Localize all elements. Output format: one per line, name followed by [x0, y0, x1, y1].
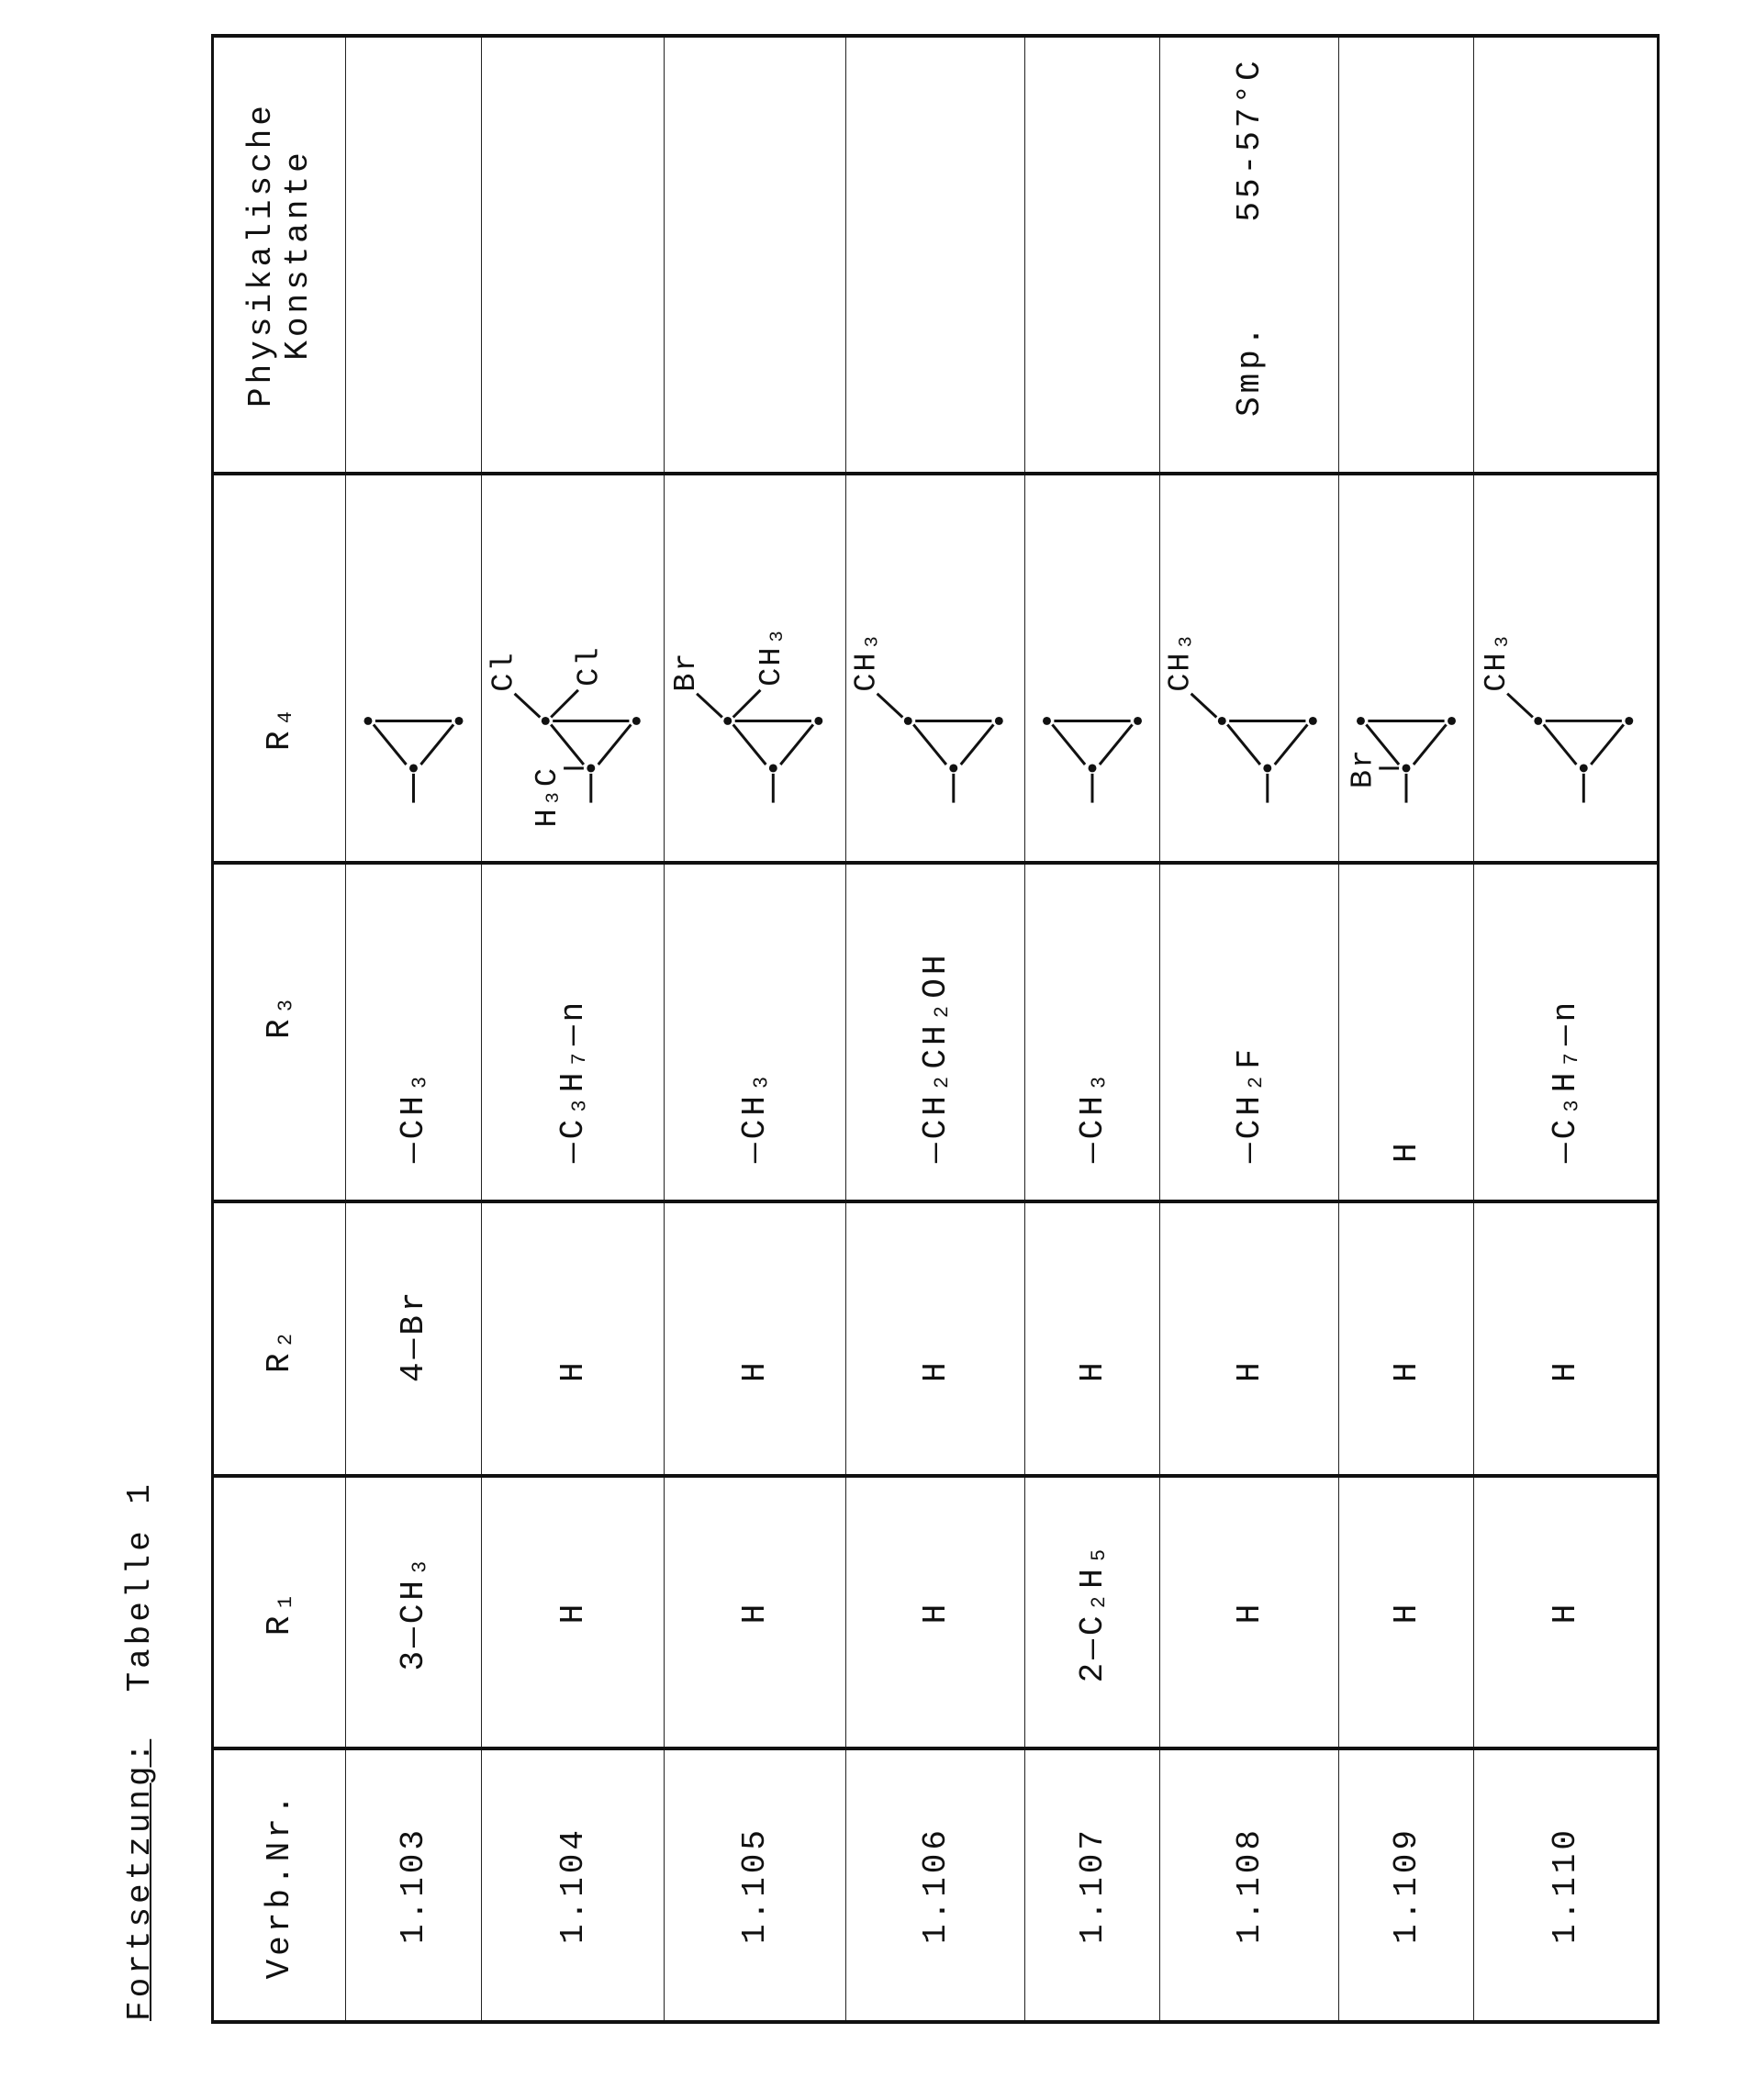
- ring-bond: [1227, 724, 1260, 765]
- cyclopropyl-structure: [1025, 475, 1159, 861]
- cell-verb-nr: 1.103: [346, 1748, 482, 2022]
- cell-physical-constant: [1025, 36, 1160, 474]
- cell-r3: —CH₂CH₂OH: [846, 863, 1025, 1201]
- ring-bond: [1052, 724, 1085, 765]
- ring-atom-dot: [1043, 717, 1051, 725]
- cell-r4-structure: [1474, 474, 1659, 863]
- ring-atom-dot: [1309, 717, 1317, 725]
- cell-r1: H: [1339, 1476, 1474, 1748]
- ring-atom-dot: [814, 717, 822, 725]
- ring-atom-dot: [1134, 717, 1142, 725]
- cell-r2: H: [1339, 1201, 1474, 1476]
- cyclopropyl-structure: [482, 475, 664, 861]
- substituent-bond: [733, 690, 761, 718]
- ring-atom-dot: [455, 717, 464, 725]
- ring-atom-dot: [1448, 717, 1456, 725]
- ring-bond: [913, 724, 946, 765]
- cell-r4-structure: [665, 474, 846, 863]
- ring-bond: [780, 724, 813, 765]
- header-verb-nr: Verb.Nr.: [213, 1748, 346, 2022]
- substituent-label: H₃C: [531, 766, 565, 828]
- table-row: [482, 36, 665, 2022]
- cell-physical-constant: [1160, 36, 1339, 474]
- ring-atom-dot: [723, 717, 732, 725]
- ring-bond: [551, 724, 584, 765]
- substituent-bond: [551, 690, 578, 718]
- ring-atom-dot: [1534, 717, 1542, 725]
- ring-bond: [1100, 724, 1133, 765]
- table-caption: [121, 1480, 159, 2021]
- cell-r3: —CH₂F: [1160, 863, 1339, 1201]
- cell-physical-constant: [346, 36, 482, 474]
- cell-r4-structure: [482, 474, 665, 863]
- document-page: [0, 0, 1744, 2100]
- cell-r4-structure: [346, 474, 482, 863]
- header-r4: R₄: [213, 474, 346, 863]
- substituent-bond: [1191, 694, 1217, 718]
- substituent-label: CH₃: [1480, 631, 1515, 692]
- ring-atom-dot: [1089, 765, 1097, 773]
- ring-atom-dot: [949, 765, 957, 773]
- header-row: [213, 36, 346, 2022]
- ring-bond: [1591, 724, 1624, 765]
- substituent-label: CH₃: [1164, 631, 1199, 692]
- cell-r1: H: [665, 1476, 846, 1748]
- ring-atom-dot: [587, 765, 595, 773]
- ring-atom-dot: [542, 717, 550, 725]
- table-row: [1025, 36, 1160, 2022]
- cyclopropyl-structure: [665, 475, 845, 861]
- header-phys-line1: Physikalische: [243, 38, 280, 472]
- compound-table: [211, 34, 1660, 2024]
- ring-atom-dot: [409, 765, 418, 773]
- cell-r2: 4—Br: [346, 1201, 482, 1476]
- table-body: [346, 36, 1659, 2022]
- table-row: [1339, 36, 1474, 2022]
- cell-r4-structure: [1339, 474, 1474, 863]
- cell-r1: H: [482, 1476, 665, 1748]
- ring-bond: [961, 724, 994, 765]
- cell-r2: H: [1160, 1201, 1339, 1476]
- table-row: [346, 36, 482, 2022]
- substituent-label: CH₃: [755, 625, 789, 687]
- cell-physical-constant: [482, 36, 665, 474]
- table-row: [1474, 36, 1659, 2022]
- cyclopropyl-structure: [1474, 475, 1657, 861]
- ring-bond: [1275, 724, 1308, 765]
- substituent-bond: [515, 694, 541, 718]
- ring-atom-dot: [1625, 717, 1633, 725]
- ring-atom-dot: [1218, 717, 1226, 725]
- cell-r4-structure: [846, 474, 1025, 863]
- ring-atom-dot: [1357, 717, 1365, 725]
- cell-r3: —C₃H₇—n: [1474, 863, 1659, 1201]
- cell-r2: H: [1474, 1201, 1659, 1476]
- cell-physical-constant: [1339, 36, 1474, 474]
- cell-r2: H: [482, 1201, 665, 1476]
- ring-bond: [1414, 724, 1447, 765]
- cell-r3: —C₃H₇—n: [482, 863, 665, 1201]
- cell-verb-nr: 1.105: [665, 1748, 846, 2022]
- substituent-label: Br: [669, 651, 704, 691]
- cell-r2: H: [846, 1201, 1025, 1476]
- ring-atom-dot: [1403, 765, 1411, 773]
- ring-bond: [374, 724, 407, 765]
- cyclopropyl-structure: [346, 475, 481, 861]
- cell-physical-constant: [1474, 36, 1659, 474]
- cell-verb-nr: 1.109: [1339, 1748, 1474, 2022]
- ring-atom-dot: [904, 717, 912, 725]
- cell-physical-constant: [665, 36, 846, 474]
- cell-verb-nr: 1.107: [1025, 1748, 1160, 2022]
- ring-bond: [420, 724, 453, 765]
- cell-r2: H: [1025, 1201, 1160, 1476]
- cell-verb-nr: 1.106: [846, 1748, 1025, 2022]
- substituent-bond: [1507, 694, 1533, 718]
- cell-verb-nr: 1.104: [482, 1748, 665, 2022]
- ring-atom-dot: [632, 717, 641, 725]
- substituent-label: Cl: [487, 651, 522, 691]
- cell-r3: H: [1339, 863, 1474, 1201]
- cyclopropyl-structure: [1339, 475, 1473, 861]
- ring-atom-dot: [1580, 764, 1588, 772]
- ring-bond: [733, 724, 766, 765]
- caption-prefix: Fortsetzung:: [121, 1739, 159, 2021]
- table-row: [846, 36, 1025, 2022]
- header-phys-line2: Konstante: [280, 38, 317, 472]
- header-r3: R₃: [213, 863, 346, 1201]
- ring-atom-dot: [364, 717, 373, 725]
- caption-table-name: Tabelle 1: [121, 1480, 159, 1692]
- ring-bond: [598, 724, 632, 765]
- cell-r1: H: [846, 1476, 1025, 1748]
- header-r2: R₂: [213, 1201, 346, 1476]
- cell-physical-constant: [846, 36, 1025, 474]
- cell-r1: 2—C₂H₅: [1025, 1476, 1160, 1748]
- cell-r4-structure: [1025, 474, 1160, 863]
- cell-r1: H: [1474, 1476, 1659, 1748]
- cell-r3: —CH₃: [1025, 863, 1160, 1201]
- cell-r1: 3—CH₃: [346, 1476, 482, 1748]
- ring-atom-dot: [995, 717, 1003, 725]
- cell-r2: H: [665, 1201, 846, 1476]
- ring-bond: [1544, 724, 1577, 765]
- substituent-bond: [878, 694, 903, 718]
- cell-r1: H: [1160, 1476, 1339, 1748]
- cell-verb-nr: 1.110: [1474, 1748, 1659, 2022]
- cell-r4-structure: [1160, 474, 1339, 863]
- ring-atom-dot: [769, 765, 777, 773]
- cell-verb-nr: 1.108: [1160, 1748, 1339, 2022]
- phys-value: 55-57°C: [1231, 57, 1269, 221]
- header-r1: R₁: [213, 1476, 346, 1748]
- table-row: [1160, 36, 1339, 2022]
- cell-r3: —CH₃: [665, 863, 846, 1201]
- phys-label: Smp.: [1231, 323, 1269, 417]
- cyclopropyl-structure: [1160, 475, 1338, 861]
- cyclopropyl-structure: [846, 475, 1024, 861]
- substituent-label: Cl: [573, 645, 608, 686]
- header-physical-constant: [213, 36, 346, 474]
- substituent-label: CH₃: [850, 631, 885, 692]
- ring-atom-dot: [1263, 765, 1271, 773]
- substituent-label: Br: [1346, 748, 1381, 788]
- substituent-bond: [697, 694, 722, 718]
- cell-r3: —CH₃: [346, 863, 482, 1201]
- table-row: [665, 36, 846, 2022]
